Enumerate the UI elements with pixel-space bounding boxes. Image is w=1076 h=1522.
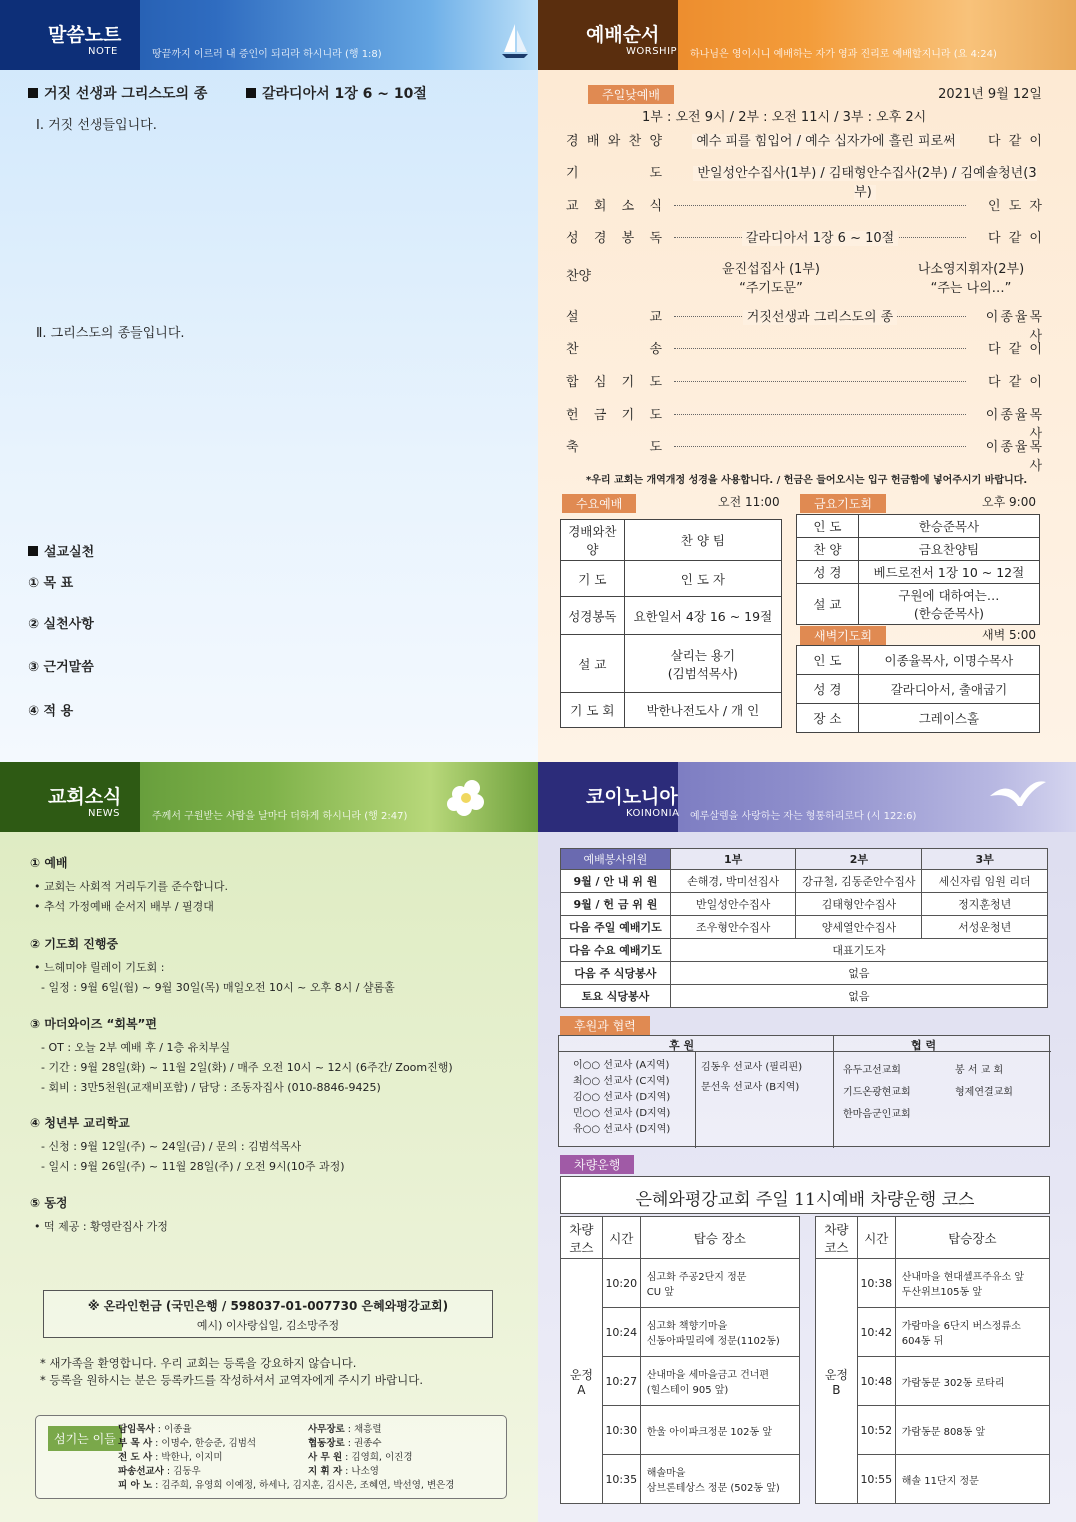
table-row (561, 520, 782, 561)
flower-icon (440, 774, 500, 826)
order-key: 기 도 (566, 166, 662, 181)
order-key: 찬 송 (566, 342, 662, 357)
praise-first: 윤진섭집사 (1부) “주기도문” (722, 262, 820, 296)
banner-title: 말씀노트 (48, 24, 122, 46)
sunday-service-tag: 주일낮예배 (588, 85, 674, 104)
row-value: 살리는 용기 (김범석목사) (624, 635, 781, 693)
mission-entry: 봉 서 교 회 (955, 1065, 1004, 1076)
order-row (566, 130, 1044, 150)
column-header: 2부 (796, 849, 922, 870)
table-row (561, 916, 1048, 939)
staff-entry: 전 도 사 : 박한나, 이지미 (118, 1452, 223, 1463)
order-leader: 이종율목사 (985, 440, 1044, 474)
bus-tag: 차량운행 (560, 1155, 634, 1174)
table-row (797, 538, 1040, 561)
mission-entry: 이○○ 선교사 (A지역) (573, 1060, 670, 1071)
bus-title-box (560, 1176, 1050, 1214)
row-label: 다음 주 식당봉사 (561, 962, 671, 985)
order-row (566, 338, 1044, 358)
row-value: 양세열안수집사 (796, 916, 922, 939)
column-header: 시간 (857, 1217, 895, 1259)
row-value: 박한나전도사 / 개 인 (624, 693, 781, 728)
column-header: 탑승장소 (895, 1217, 1049, 1259)
table-row (561, 561, 782, 597)
row-value: 없음 (670, 985, 1047, 1008)
staff-tag: 섬기는 이들 (48, 1426, 122, 1451)
table-row (561, 939, 1048, 962)
row-value: 구원에 대하여는… (한승준목사) (858, 584, 1039, 625)
table-row (797, 646, 1040, 675)
mission-box (558, 1035, 1050, 1147)
row-value: 손해경, 박미선집사 (670, 870, 796, 893)
bus-title: 은혜와평강교회 주일 11시예배 차량운행 코스 (635, 1190, 975, 1210)
order-key: 축 도 (566, 440, 662, 455)
order-row (566, 306, 1044, 344)
svc-tag: 예배봉사위원 (561, 849, 671, 870)
order-leader: 인 도 자 (988, 199, 1044, 214)
order-leader: 이종율목사 (985, 408, 1044, 442)
online-offering-example: 예시) 이사랑십일, 김소망주정 (196, 1319, 340, 1332)
practice-item: ③ 근거말씀 (28, 660, 94, 675)
order-key: 성 경 봉 독 (566, 231, 662, 246)
dot-leader (674, 381, 966, 382)
row-value: 그레이스홀 (858, 704, 1039, 733)
news-line: - OT : 오늘 2부 예배 후 / 1층 유치부실 (34, 1041, 231, 1054)
dot-leader (674, 446, 966, 447)
dot-leader (674, 414, 966, 415)
row-label: 다음 주일 예배기도 (561, 916, 671, 939)
banner-sub: WORSHIP (626, 46, 678, 57)
order-leader: 이종율목사 (985, 310, 1044, 344)
bus-time: 10:30 (602, 1406, 640, 1455)
online-offering-box (43, 1290, 493, 1338)
column-header: 차량 코스 (816, 1217, 858, 1259)
point-one: Ⅰ. 거짓 선생들입니다. (36, 118, 157, 133)
bus-stop: 심고화 주공2단지 정문 CU 앞 (640, 1259, 799, 1308)
column-header: 1부 (670, 849, 796, 870)
koinonia-banner (538, 762, 1076, 832)
order-row (566, 162, 1044, 200)
service-volunteers-table (560, 848, 1048, 1008)
table-row (561, 985, 1048, 1008)
praise-second: 나소영지휘자(2부) “주는 나의…” (917, 262, 1025, 296)
newcomer-register: * 등록을 원하시는 분은 등록카드를 작성하셔서 교역자에게 주시기 바랍니다. (40, 1373, 424, 1387)
mission-entry: 문선욱 선교사 (B지역) (701, 1082, 800, 1093)
row-label: 9월 / 헌 금 위 원 (561, 893, 671, 916)
order-key: 합 심 기 도 (566, 375, 662, 390)
row-value: 없음 (670, 962, 1047, 985)
note-banner (0, 0, 538, 70)
row-label: 설 교 (797, 584, 859, 625)
table-row (561, 1259, 800, 1308)
bus-time: 10:42 (857, 1308, 895, 1357)
news-section-title: ⑤ 동정 (30, 1196, 68, 1210)
row-label: 경배와찬양 (561, 520, 625, 561)
row-label: 토요 식당봉사 (561, 985, 671, 1008)
sermon-title: 거짓 선생과 그리스도의 종 (28, 83, 207, 103)
bird-icon (988, 776, 1048, 820)
dawn-service-tag: 새벽기도회 (800, 626, 886, 645)
bus-stop: 산내마을 현대셀프주유소 앞 두산위브105동 앞 (895, 1259, 1049, 1308)
row-value: 서성운청년 (922, 916, 1048, 939)
banner-title: 교회소식 (48, 786, 122, 808)
news-section (30, 1114, 345, 1177)
sermon-passage: 갈라디아서 1장 6 ~ 10절 (246, 83, 427, 103)
news-line: • 교회는 사회적 거리두기를 준수합니다. (34, 880, 228, 893)
dawn-service-table (796, 645, 1040, 733)
bus-stop: 해솔 11단지 정문 (895, 1455, 1049, 1504)
mission-entry: 유○○ 선교사 (D지역) (573, 1124, 671, 1135)
bus-time: 10:38 (857, 1259, 895, 1308)
order-value: 거짓선생과 그리스도의 종 (674, 306, 966, 325)
table-row (797, 675, 1040, 704)
table-row (797, 584, 1040, 625)
news-line: • 느헤미야 릴레이 기도회 : (34, 961, 165, 974)
order-row (566, 371, 1044, 391)
banner-title: 코이노니아 (586, 786, 678, 808)
bus-stop: 산내마을 세마을금고 건너편 (힐스테이 905 앞) (640, 1357, 799, 1406)
dawn-service-time: 새벽 5:00 (982, 628, 1036, 642)
banner-verse: 예루살렘을 사랑하는 자는 형통하리로다 (시 122:6) (690, 811, 917, 822)
banner-sub: NOTE (88, 46, 118, 57)
staff-entry: 부 목 사 : 이명수, 한승준, 김범석 (118, 1438, 257, 1449)
staff-entry: 담임목사 : 이종율 (118, 1424, 192, 1435)
table-row (561, 635, 782, 693)
table-row (797, 515, 1040, 538)
row-value: 한승준목사 (858, 515, 1039, 538)
order-leader: 다 같 이 (988, 231, 1044, 246)
order-row (566, 436, 1044, 474)
fri-service-tag: 금요기도회 (800, 494, 886, 513)
online-offering-account: ※ 온라인헌금 (국민은행 / 598037-01-007730 은혜와평강교회) (87, 1299, 449, 1313)
banner-sub: NEWS (88, 808, 121, 819)
order-value: 반일성안수집사(1부) / 김태형안수집사(2부) / 김예솔청년(3부) (686, 162, 1044, 200)
news-line: - 일시 : 9월 26일(주) ~ 11월 28일(주) / 오전 9시(10주 과정) (34, 1160, 345, 1173)
sailboat-icon (500, 22, 530, 62)
banner-sub: KOINONIA (626, 808, 680, 819)
mission-entry: 기드온광현교회 (843, 1087, 911, 1098)
mission-entry: 김○○ 선교사 (D지역) (573, 1092, 671, 1103)
news-line: • 추석 가정예배 순서지 배부 / 필경대 (34, 900, 214, 913)
row-label: 다음 수요 예배기도 (561, 939, 671, 962)
table-row (561, 870, 1048, 893)
table-row (797, 561, 1040, 584)
bus-time: 10:52 (857, 1406, 895, 1455)
practice-item: ④ 적 용 (28, 704, 74, 719)
order-key: 설 교 (566, 310, 662, 325)
course-label: 운정 B (816, 1259, 858, 1504)
order-row (566, 227, 1044, 247)
cooperation-header: 협 력 (911, 1039, 937, 1052)
news-line: - 신청 : 9월 12일(주) ~ 24일(금) / 문의 : 김범석목사 (34, 1140, 302, 1153)
wed-service-table (560, 519, 782, 728)
column-header: 차량 코스 (561, 1217, 603, 1259)
row-value: 대표기도자 (670, 939, 1047, 962)
fri-service-table (796, 514, 1040, 625)
table-row (561, 597, 782, 635)
news-section (30, 1015, 453, 1098)
practice-item: ② 실천사항 (28, 617, 94, 632)
wed-service-tag: 수요예배 (562, 494, 636, 513)
wed-service-time: 오전 11:00 (718, 495, 780, 509)
table-header-row (816, 1217, 1050, 1259)
dot-leader (674, 348, 966, 349)
bus-stop: 가람동문 808동 앞 (895, 1406, 1049, 1455)
staff-box (35, 1415, 507, 1499)
bus-time: 10:55 (857, 1455, 895, 1504)
column-header: 시간 (602, 1217, 640, 1259)
row-value: 요한일서 4장 16 ~ 19절 (624, 597, 781, 635)
news-section-title: ① 예배 (30, 856, 68, 870)
service-times: 1부 : 오전 9시 / 2부 : 오전 11시 / 3부 : 오후 2시 (642, 110, 927, 125)
order-row-praise (566, 258, 1044, 298)
order-value: 예수 피를 힘입어 / 예수 십자가에 흘린 피로써 (686, 130, 966, 149)
point-two: Ⅱ. 그리스도의 종들입니다. (36, 326, 185, 341)
row-value: 정지훈청년 (922, 893, 1048, 916)
row-label: 설 교 (561, 635, 625, 693)
mission-entry: 한마음군인교회 (843, 1109, 911, 1120)
table-header-row (561, 1217, 800, 1259)
order-key: 찬양 (566, 269, 592, 284)
row-value: 찬 양 팀 (624, 520, 781, 561)
staff-entry: 사 무 원 : 김영희, 이진경 (308, 1452, 413, 1463)
news-section-title: ② 기도회 진행중 (30, 937, 119, 951)
bus-route-a-table (560, 1216, 800, 1504)
staff-entry: 사무장로 : 채흥렬 (308, 1424, 382, 1435)
bus-stop: 심고화 책향기마을 신동아파밀리에 정문(1102동) (640, 1308, 799, 1357)
banner-title: 예배순서 (586, 24, 660, 46)
order-leader: 다 같 이 (988, 342, 1044, 357)
column-header: 탑승 장소 (640, 1217, 799, 1259)
mission-tag: 후원과 협력 (560, 1016, 650, 1035)
row-value: 반일성안수집사 (670, 893, 796, 916)
table-row (561, 693, 782, 728)
row-label: 찬 양 (797, 538, 859, 561)
sermon-note-panel (0, 0, 538, 762)
order-key: 헌 금 기 도 (566, 408, 662, 423)
banner-verse: 주께서 구원받는 사람을 날마다 더하게 하시니라 (행 2:47) (152, 811, 408, 822)
row-label: 성 경 (797, 675, 859, 704)
table-row (561, 893, 1048, 916)
banner-verse: 하나님은 영이시니 예배하는 자가 영과 진리로 예배할지니라 (요 4:24) (690, 49, 997, 60)
row-label: 장 소 (797, 704, 859, 733)
mission-entry: 김동우 선교사 (필리핀) (701, 1062, 803, 1073)
order-leader: 다 같 이 (988, 134, 1044, 149)
bus-stop: 가람마을 6단지 버스정류소 604동 뒤 (895, 1308, 1049, 1357)
row-value: 조우형안수집사 (670, 916, 796, 939)
row-value: 베드로전서 1장 10 ~ 12절 (858, 561, 1039, 584)
practice-item: ① 목 표 (28, 576, 74, 591)
staff-entry: 협동장로 : 권종수 (308, 1438, 382, 1449)
news-section (30, 935, 395, 998)
table-header-row (561, 849, 1048, 870)
news-banner (0, 762, 538, 832)
mission-entry: 유두고선교회 (843, 1065, 901, 1076)
service-notice: *우리 교회는 개역개정 성경을 사용합니다. / 헌금은 들어오시는 입구 헌금함에 넣어주시기 바랍니다. (586, 475, 1028, 486)
bus-time: 10:24 (602, 1308, 640, 1357)
worship-order-panel (538, 0, 1076, 762)
practice-title: 설교실천 (28, 541, 94, 560)
bus-stop: 해솔마을 삼브론테상스 정문 (502동 앞) (640, 1455, 799, 1504)
staff-entry: 피 아 노 : 김주희, 유영희 이예정, 하세나, 김지훈, 김시은, 조혜연, 박선영, 변은경 (118, 1480, 455, 1491)
row-label: 기 도 (561, 561, 625, 597)
course-label: 운정 A (561, 1259, 603, 1504)
news-section-title: ④ 청년부 교리학교 (30, 1116, 130, 1130)
row-value: 이종율목사, 이명수목사 (858, 646, 1039, 675)
table-row (797, 704, 1040, 733)
order-key: 교 회 소 식 (566, 199, 662, 214)
bus-time: 10:27 (602, 1357, 640, 1406)
koinonia-panel (538, 762, 1076, 1522)
banner-verse: 땅끝까지 이르러 내 증인이 되리라 하시니라 (행 1:8) (152, 49, 382, 60)
bus-stop: 가람동문 302동 로타리 (895, 1357, 1049, 1406)
mission-entry: 형제연결교회 (955, 1087, 1013, 1098)
news-line: - 기간 : 9월 28일(화) ~ 11월 2일(화) / 매주 오전 10시 ~ 12시 (6주간/ Zoom진행) (34, 1061, 453, 1074)
support-header: 후 원 (669, 1039, 695, 1052)
church-news-panel (0, 762, 538, 1522)
news-section (30, 854, 228, 917)
column-header: 3부 (922, 849, 1048, 870)
order-row (566, 195, 1044, 215)
row-value: 갈라디아서, 출애굽기 (858, 675, 1039, 704)
bus-time: 10:20 (602, 1259, 640, 1308)
news-line: • 떡 제공 : 황영란집사 가정 (34, 1220, 168, 1233)
row-label: 인 도 (797, 646, 859, 675)
row-value: 강규철, 김동준안수집사 (796, 870, 922, 893)
row-value: 인 도 자 (624, 561, 781, 597)
table-row (561, 962, 1048, 985)
news-section (30, 1194, 168, 1237)
row-label: 인 도 (797, 515, 859, 538)
row-label: 9월 / 안 내 위 원 (561, 870, 671, 893)
row-value: 세신자림 임원 리더 (922, 870, 1048, 893)
news-line: - 일정 : 9월 6일(월) ~ 9월 30일(목) 매일오전 10시 ~ 오후 8시 / 샬롬홀 (34, 981, 395, 994)
staff-entry: 파송선교사 : 김동우 (118, 1466, 201, 1477)
row-value: 금요찬양팀 (858, 538, 1039, 561)
bus-stop: 한울 아이파크정문 102동 앞 (640, 1406, 799, 1455)
fri-service-time: 오후 9:00 (982, 495, 1036, 509)
order-key: 경 배 와 찬 양 (566, 134, 662, 149)
row-label: 기 도 회 (561, 693, 625, 728)
staff-entry: 지 휘 자 : 나소영 (308, 1466, 379, 1477)
news-line: - 회비 : 3만5천원(교재비포함) / 담당 : 조동자집사 (010-8846-9425) (34, 1081, 381, 1094)
dot-leader (674, 205, 966, 206)
row-value: 김태형안수집사 (796, 893, 922, 916)
mission-entry: 최○○ 선교사 (C지역) (573, 1076, 670, 1087)
row-label: 성 경 (797, 561, 859, 584)
mission-entry: 민○○ 선교사 (D지역) (573, 1108, 671, 1119)
bus-time: 10:48 (857, 1357, 895, 1406)
order-row (566, 404, 1044, 442)
news-section-title: ③ 마더와이즈 “회복”편 (30, 1017, 158, 1031)
row-label: 성경봉독 (561, 597, 625, 635)
table-row (816, 1259, 1050, 1308)
bus-time: 10:35 (602, 1455, 640, 1504)
bus-route-b-table (815, 1216, 1050, 1504)
service-date: 2021년 9월 12일 (938, 87, 1042, 102)
newcomer-welcome: * 새가족을 환영합니다. 우리 교회는 등록을 강요하지 않습니다. (40, 1356, 357, 1370)
order-value: 갈라디아서 1장 6 ~ 10절 (674, 227, 966, 246)
order-leader: 다 같 이 (988, 375, 1044, 390)
worship-banner (538, 0, 1076, 70)
